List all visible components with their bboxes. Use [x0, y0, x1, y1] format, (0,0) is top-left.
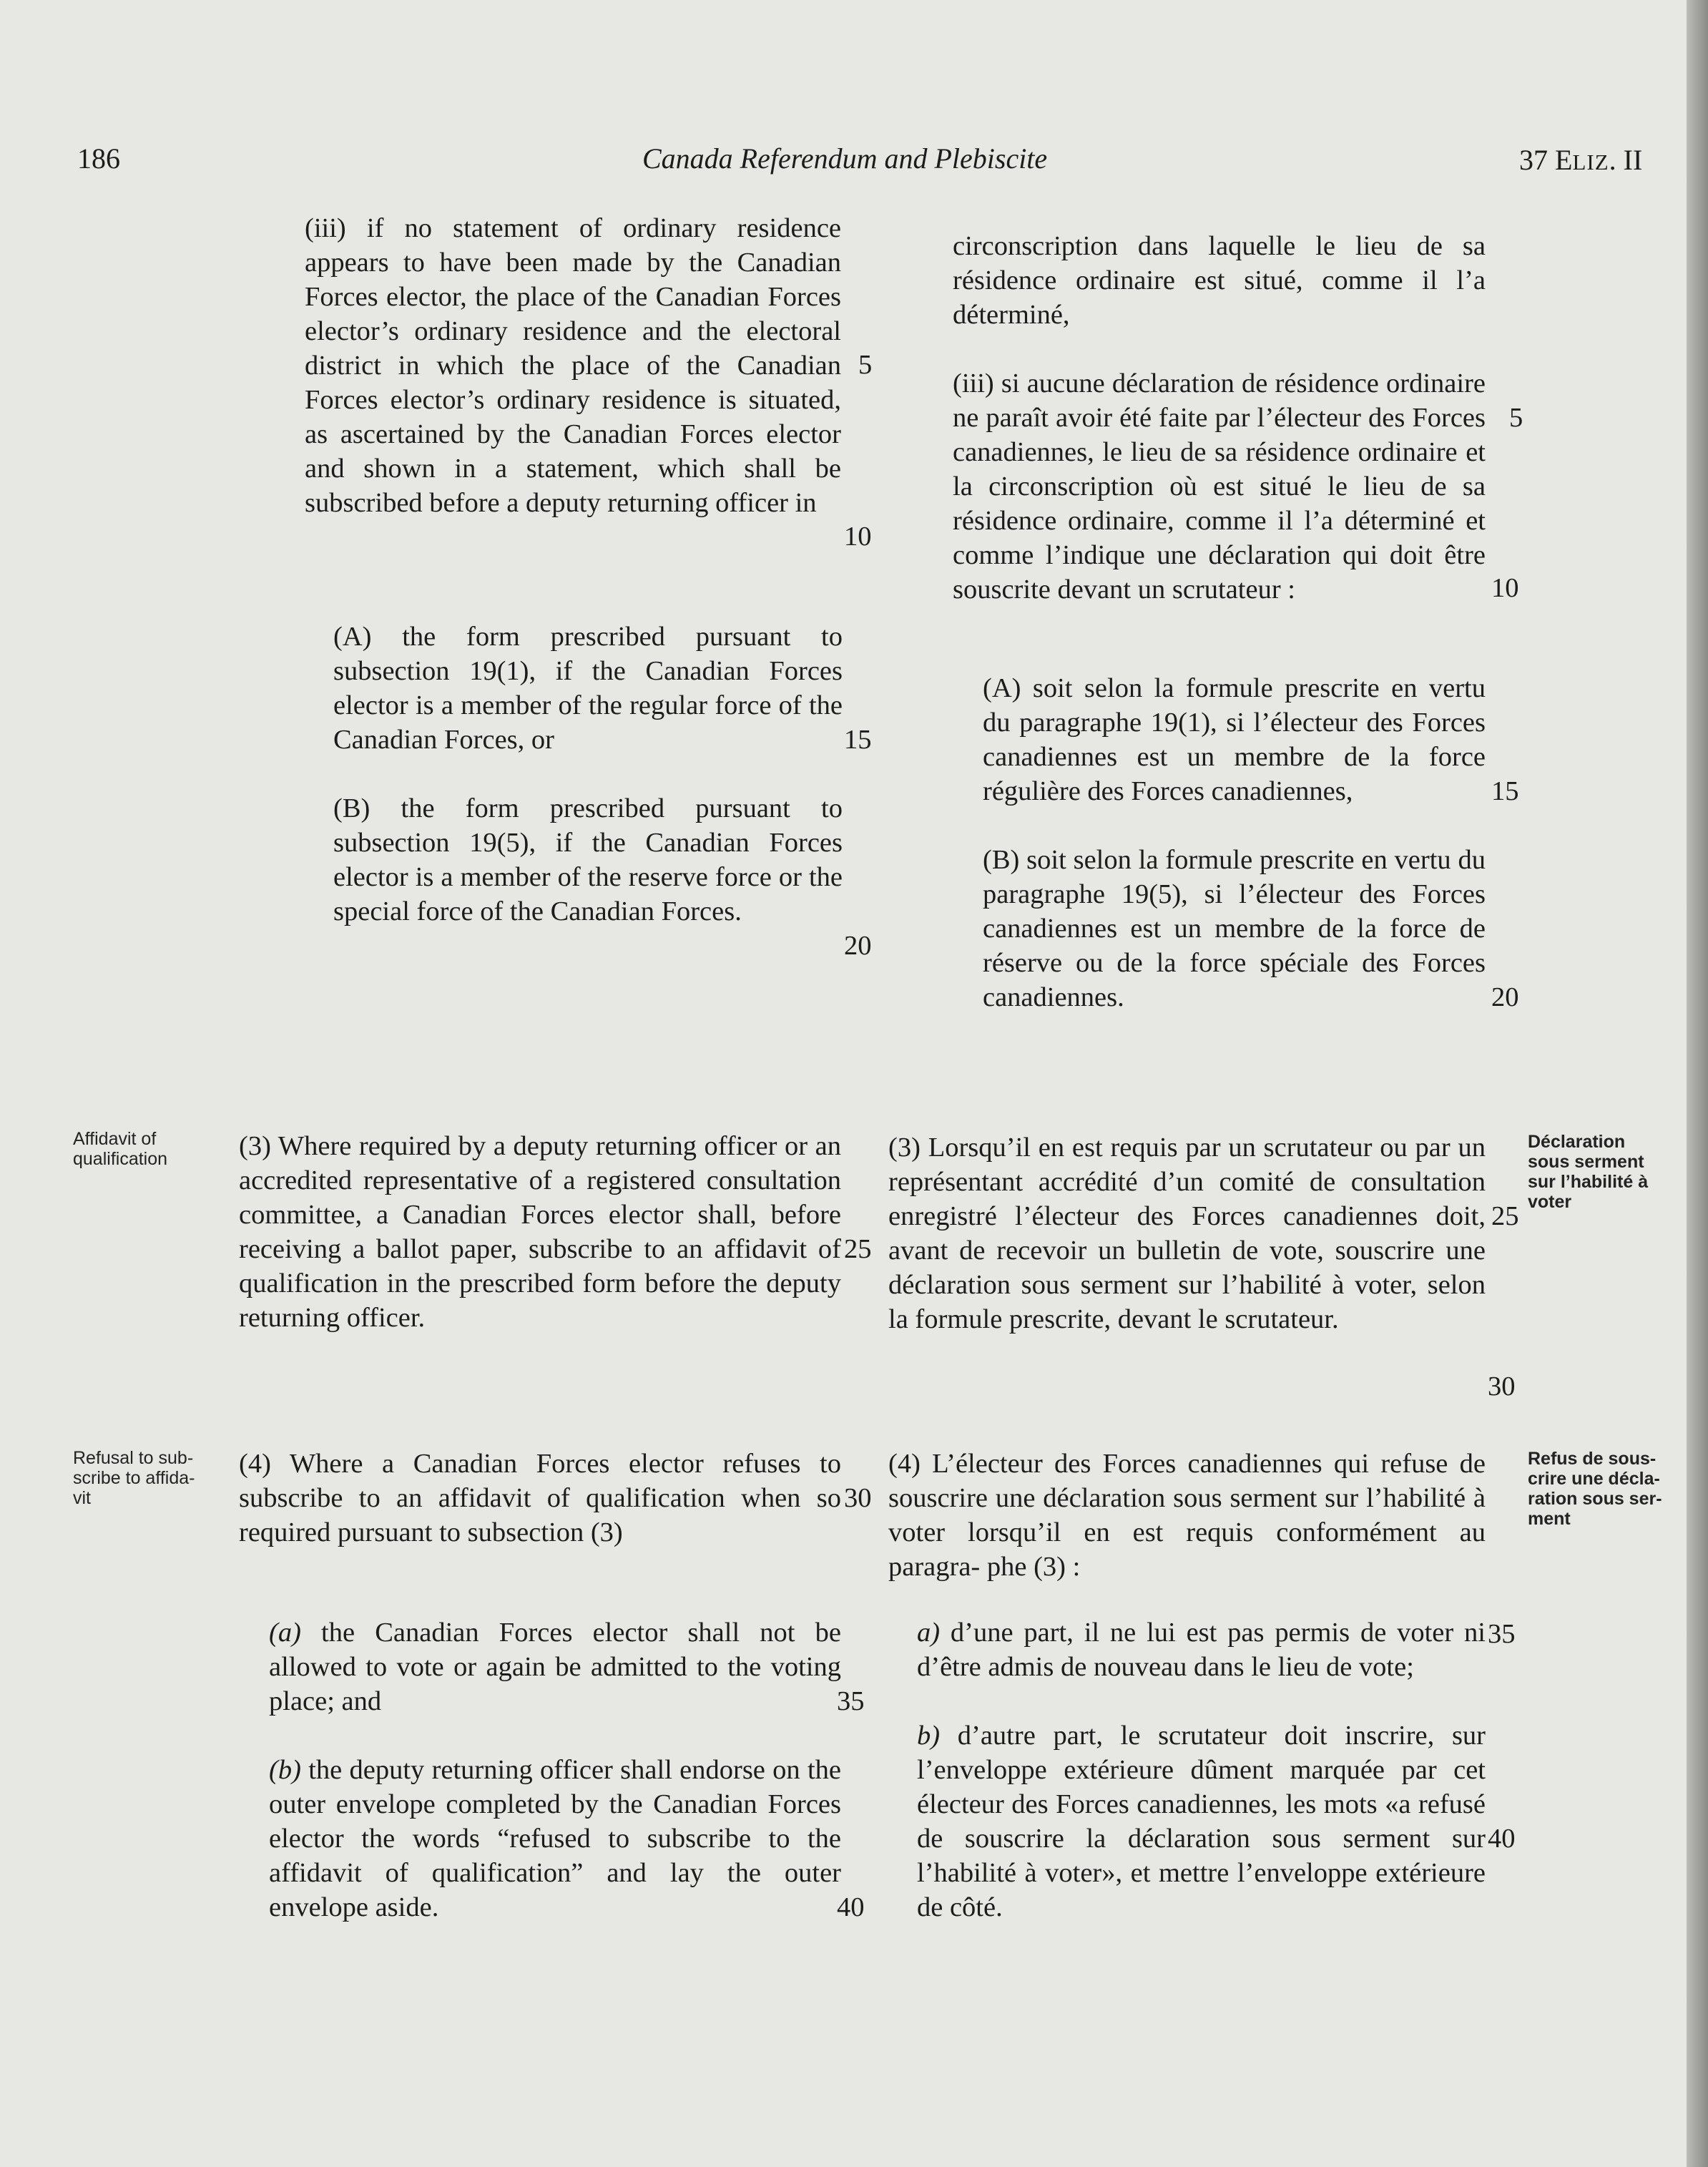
en-line-number-25: 25	[844, 1234, 872, 1264]
regnal-year	[1519, 143, 1642, 180]
regnal-year-number: 37 E	[1519, 144, 1573, 176]
page-title: Canada Referendum and Plebiscite	[642, 142, 1048, 175]
fr-line-number-20: 20	[1491, 982, 1519, 1012]
fr-item-A: (A) soit selon la formule prescrite en vertu du paragraphe 19(1), si l’électeur des Forces canadiennes est un membre de la force régulière des Forces canadiennes,	[983, 673, 1486, 806]
en-item-A: (A) the form prescribed pursuant to subsection 19(1), if the Canadian Forces elector is a member of the regular force of the Canadian Forces, or	[333, 622, 843, 755]
fr-subsection-4-text: (4) L’électeur des Forces canadiennes qui refuse de souscrire une déclaration sous serment sur l’habilité à voter lorsqu’il en est requis conformément au paragra- phe (3) :	[888, 1449, 1486, 1582]
en-item-B: (B) the form prescribed pursuant to subsection 19(5), if the Canadian Forces elector is a member of the reserve force or the special force of the Canadian Forces.	[333, 793, 843, 926]
fr-item-a-text: d’une part, il ne lui est pas permis de voter ni d’être admis de nouveau dans le lieu de vote;	[917, 1618, 1486, 1682]
en-item-a-label: (a)	[269, 1618, 301, 1648]
fr-item-b-text: d’autre part, le scrutateur doit inscrire, sur l’enveloppe extérieure dûment marquée par cet électeur des Forces canadiennes, les mots «a refusé de souscrire la déclaration sous serment sur l’habilité à voter», et mettre l’enveloppe extérieure de côté.	[917, 1721, 1486, 1922]
regnal-year-smallcaps: LIZ	[1572, 150, 1609, 175]
fr-item-b-label: b)	[917, 1721, 941, 1751]
fr-line-number-25: 25	[1491, 1201, 1519, 1231]
en-line-number-35: 35	[837, 1686, 865, 1716]
regnal-year-suffix: . II	[1609, 144, 1643, 176]
en-item-b-label: (b)	[269, 1755, 301, 1785]
margin-note-refus: Refus de sous- crire une décla- ration sous ser- ment	[1528, 1449, 1662, 1529]
en-subsection-3	[239, 1129, 841, 1335]
en-line-number-10: 10	[844, 522, 872, 552]
fr-line-number-35: 35	[1488, 1619, 1516, 1649]
en-line-number-20: 20	[844, 931, 872, 961]
fr-line-number-30: 30	[1488, 1371, 1516, 1402]
fr-line-number-15: 15	[1491, 776, 1519, 806]
en-item-a-text: the Canadian Forces elector shall not be allowed to vote or again be admitted to the voting place; and	[269, 1618, 841, 1716]
en-subsection-4-text: (4) Where a Canadian Forces elector refuses to subscribe to an affidavit of qualification when so required pursuant to subsection (3)	[239, 1449, 841, 1547]
en-items-A-B	[333, 620, 843, 929]
fr-subsection-3-text: (3) Lorsqu’il en est requis par un scrutateur ou par un représentant accrédité d’un comité de consultation enregistré l’électeur des Forces canadiennes doit, avant de recevoir un bulletin de vote, souscrire une déclaration sous serment sur l’habilité à voter, selon la formule prescrite, devant le scrutateur.	[888, 1133, 1486, 1334]
fr-continuation: circonscription dans laquelle le lieu de sa résidence ordinaire est situé, comme il l’a déterminé,	[953, 231, 1486, 330]
en-top-block	[305, 211, 841, 554]
en-line-number-30: 30	[844, 1483, 872, 1513]
fr-line-number-10: 10	[1491, 573, 1519, 603]
fr-item-B: (B) soit selon la formule prescrite en vertu du paragraphe 19(5), si l’électeur des Forces canadiennes est un membre de la force de réserve ou de la force spéciale des Forces canadiennes.	[983, 845, 1486, 1012]
fr-item-b	[917, 1718, 1486, 1924]
fr-line-number-5: 5	[1509, 403, 1523, 433]
fr-items-A-B	[983, 671, 1486, 1014]
en-item-b-text: the deputy returning officer shall endorse on the outer envelope completed by the Canadian Forces elector the words “refused to subscribe to the affidavit of qualification” and lay the outer envelope aside.	[269, 1755, 841, 1922]
fr-item-a-label: a)	[917, 1618, 941, 1648]
en-subsection-4	[239, 1447, 841, 1550]
en-items-a-b	[269, 1615, 841, 1924]
en-subsection-3-text: (3) Where required by a deputy returning officer or an accredited representative of a registered consultation committee, a Canadian Forces elector shall, before receiving a ballot paper, subscribe to an affidavit of qualification in the prescribed form before the deputy returning officer.	[239, 1131, 841, 1333]
fr-top-block	[953, 229, 1486, 607]
fr-subsection-3	[888, 1130, 1486, 1336]
fr-item-a	[917, 1615, 1486, 1684]
page-number: 186	[77, 142, 120, 175]
en-item-a	[269, 1615, 841, 1718]
en-item-b	[269, 1753, 841, 1924]
fr-line-number-40: 40	[1488, 1824, 1516, 1854]
margin-note-affidavit: Affidavit of qualification	[73, 1129, 168, 1169]
margin-note-declaration: Déclaration sous serment sur l’habilité à voter	[1528, 1132, 1649, 1212]
margin-note-refusal: Refusal to sub- scribe to affida- vit	[73, 1448, 195, 1508]
fr-subsection-4	[888, 1447, 1486, 1584]
fr-item-iii: (iii) si aucune déclaration de résidence ordinaire ne paraît avoir été faite par l’électeur des Forces canadiennes, le lieu de sa résidence ordinaire et la circonscription où est situé le lieu de sa résidence ordinaire, comme il l’a déterminé et comme l’indique une déclaration qui doit être souscrite devant un scrutateur :	[953, 368, 1486, 605]
fr-items-a-b	[917, 1615, 1486, 1924]
page-edge-shadow	[1687, 0, 1708, 2167]
en-line-number-15: 15	[844, 725, 872, 755]
en-item-iii: (iii) if no statement of ordinary residence appears to have been made by the Canadian Forces elector, the place of the Canadian Forces elector’s ordinary residence and the electoral district in which the place of the Canadian Forces elector’s ordinary residence is situated, as ascertained by the Canadian Forces elector and shown in a statement, which shall be subscribed before a deputy returning officer in	[305, 213, 841, 518]
en-line-number-40: 40	[837, 1892, 865, 1922]
en-line-number-5: 5	[858, 350, 873, 380]
